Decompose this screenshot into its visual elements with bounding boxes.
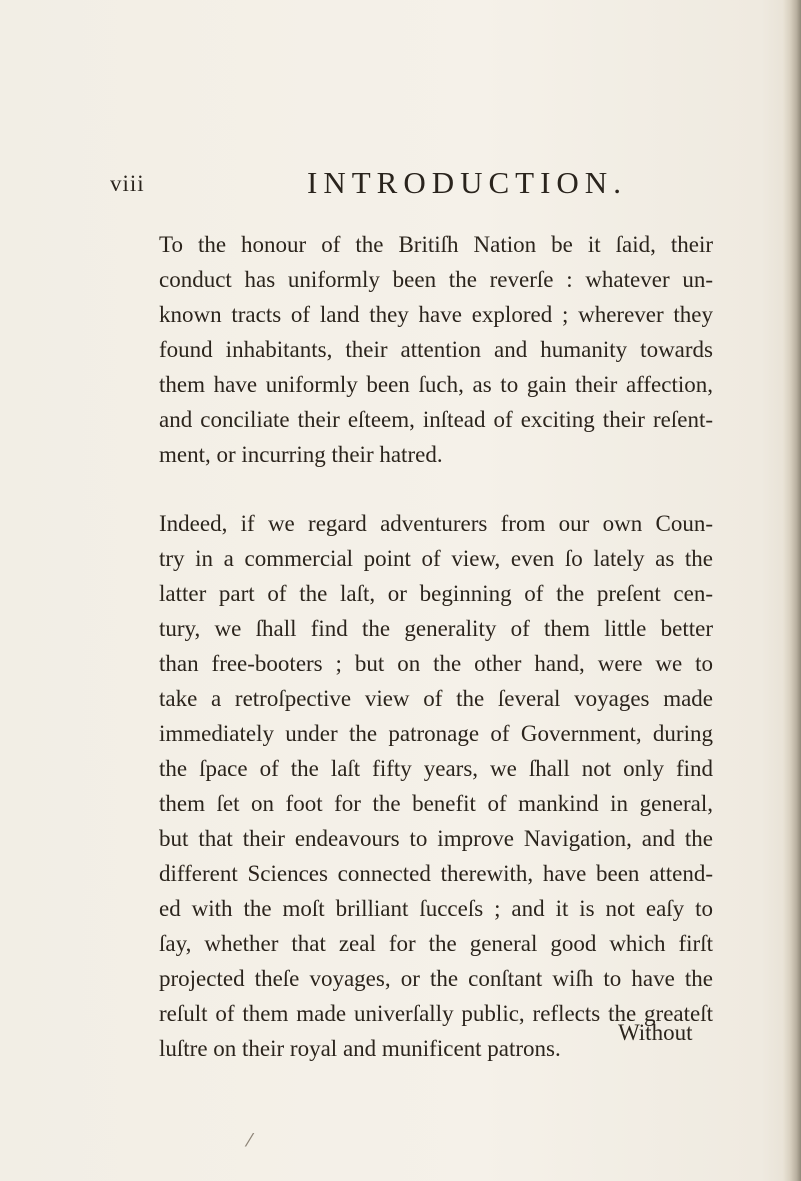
text-line: them have uniformly been ſuch, as to gain their affection, bbox=[159, 372, 713, 397]
text-line: latter part of the laſt, or beginning of the preſent cen- bbox=[159, 581, 713, 606]
catchword: Without bbox=[618, 1020, 693, 1045]
text-line: luſtre on their royal and munificent patrons. bbox=[159, 1036, 561, 1061]
running-head: INTRODUCTION. bbox=[307, 165, 627, 200]
text-line: than free-booters ; but on the other hand, were we to bbox=[159, 651, 713, 676]
text-line: To the honour of the Britiſh Nation be it ſaid, their bbox=[159, 232, 713, 257]
pencil-mark: ⁄ bbox=[248, 1130, 252, 1151]
paragraph-2 bbox=[159, 506, 713, 1066]
text-line: ed with the moſt brilliant ſucceſs ; and it is not eaſy to bbox=[159, 896, 713, 921]
text-line: projected theſe voyages, or the conſtant wiſh to have the bbox=[159, 966, 713, 991]
text-line: immediately under the patronage of Government, during bbox=[159, 721, 713, 746]
paragraph-gap bbox=[159, 472, 713, 506]
text-line: take a retroſpective view of the ſeveral voyages made bbox=[159, 686, 713, 711]
page-header bbox=[0, 157, 801, 207]
text-line: but that their endeavours to improve Navigation, and the bbox=[159, 826, 713, 851]
text-line: different Sciences connected therewith, have been attend- bbox=[159, 861, 713, 886]
text-line: ſay, whether that zeal for the general good which firſt bbox=[159, 931, 713, 956]
text-line: reſult of them made univerſally public, reflects the greateſt bbox=[159, 1001, 713, 1026]
text-line: known tracts of land they have explored ; wherever they bbox=[159, 302, 713, 327]
text-line: the ſpace of the laſt fifty years, we ſhall not only find bbox=[159, 756, 713, 781]
text-line: and conciliate their eſteem, inſtead of exciting their reſent- bbox=[159, 407, 713, 432]
page-number: viii bbox=[110, 171, 145, 196]
text-line: them ſet on foot for the benefit of mankind in general, bbox=[159, 791, 713, 816]
text-line: found inhabitants, their attention and humanity towards bbox=[159, 337, 713, 362]
text-line: Indeed, if we regard adventurers from our own Coun- bbox=[159, 511, 713, 536]
text-line: conduct has uniformly been the reverſe : whatever un- bbox=[159, 267, 713, 292]
paragraph-1 bbox=[159, 227, 713, 472]
text-line: ment, or incurring their hatred. bbox=[159, 442, 443, 467]
text-line: tury, we ſhall find the generality of them little better bbox=[159, 616, 713, 641]
body-text bbox=[159, 227, 713, 1066]
text-line: try in a commercial point of view, even ſo lately as the bbox=[159, 546, 713, 571]
